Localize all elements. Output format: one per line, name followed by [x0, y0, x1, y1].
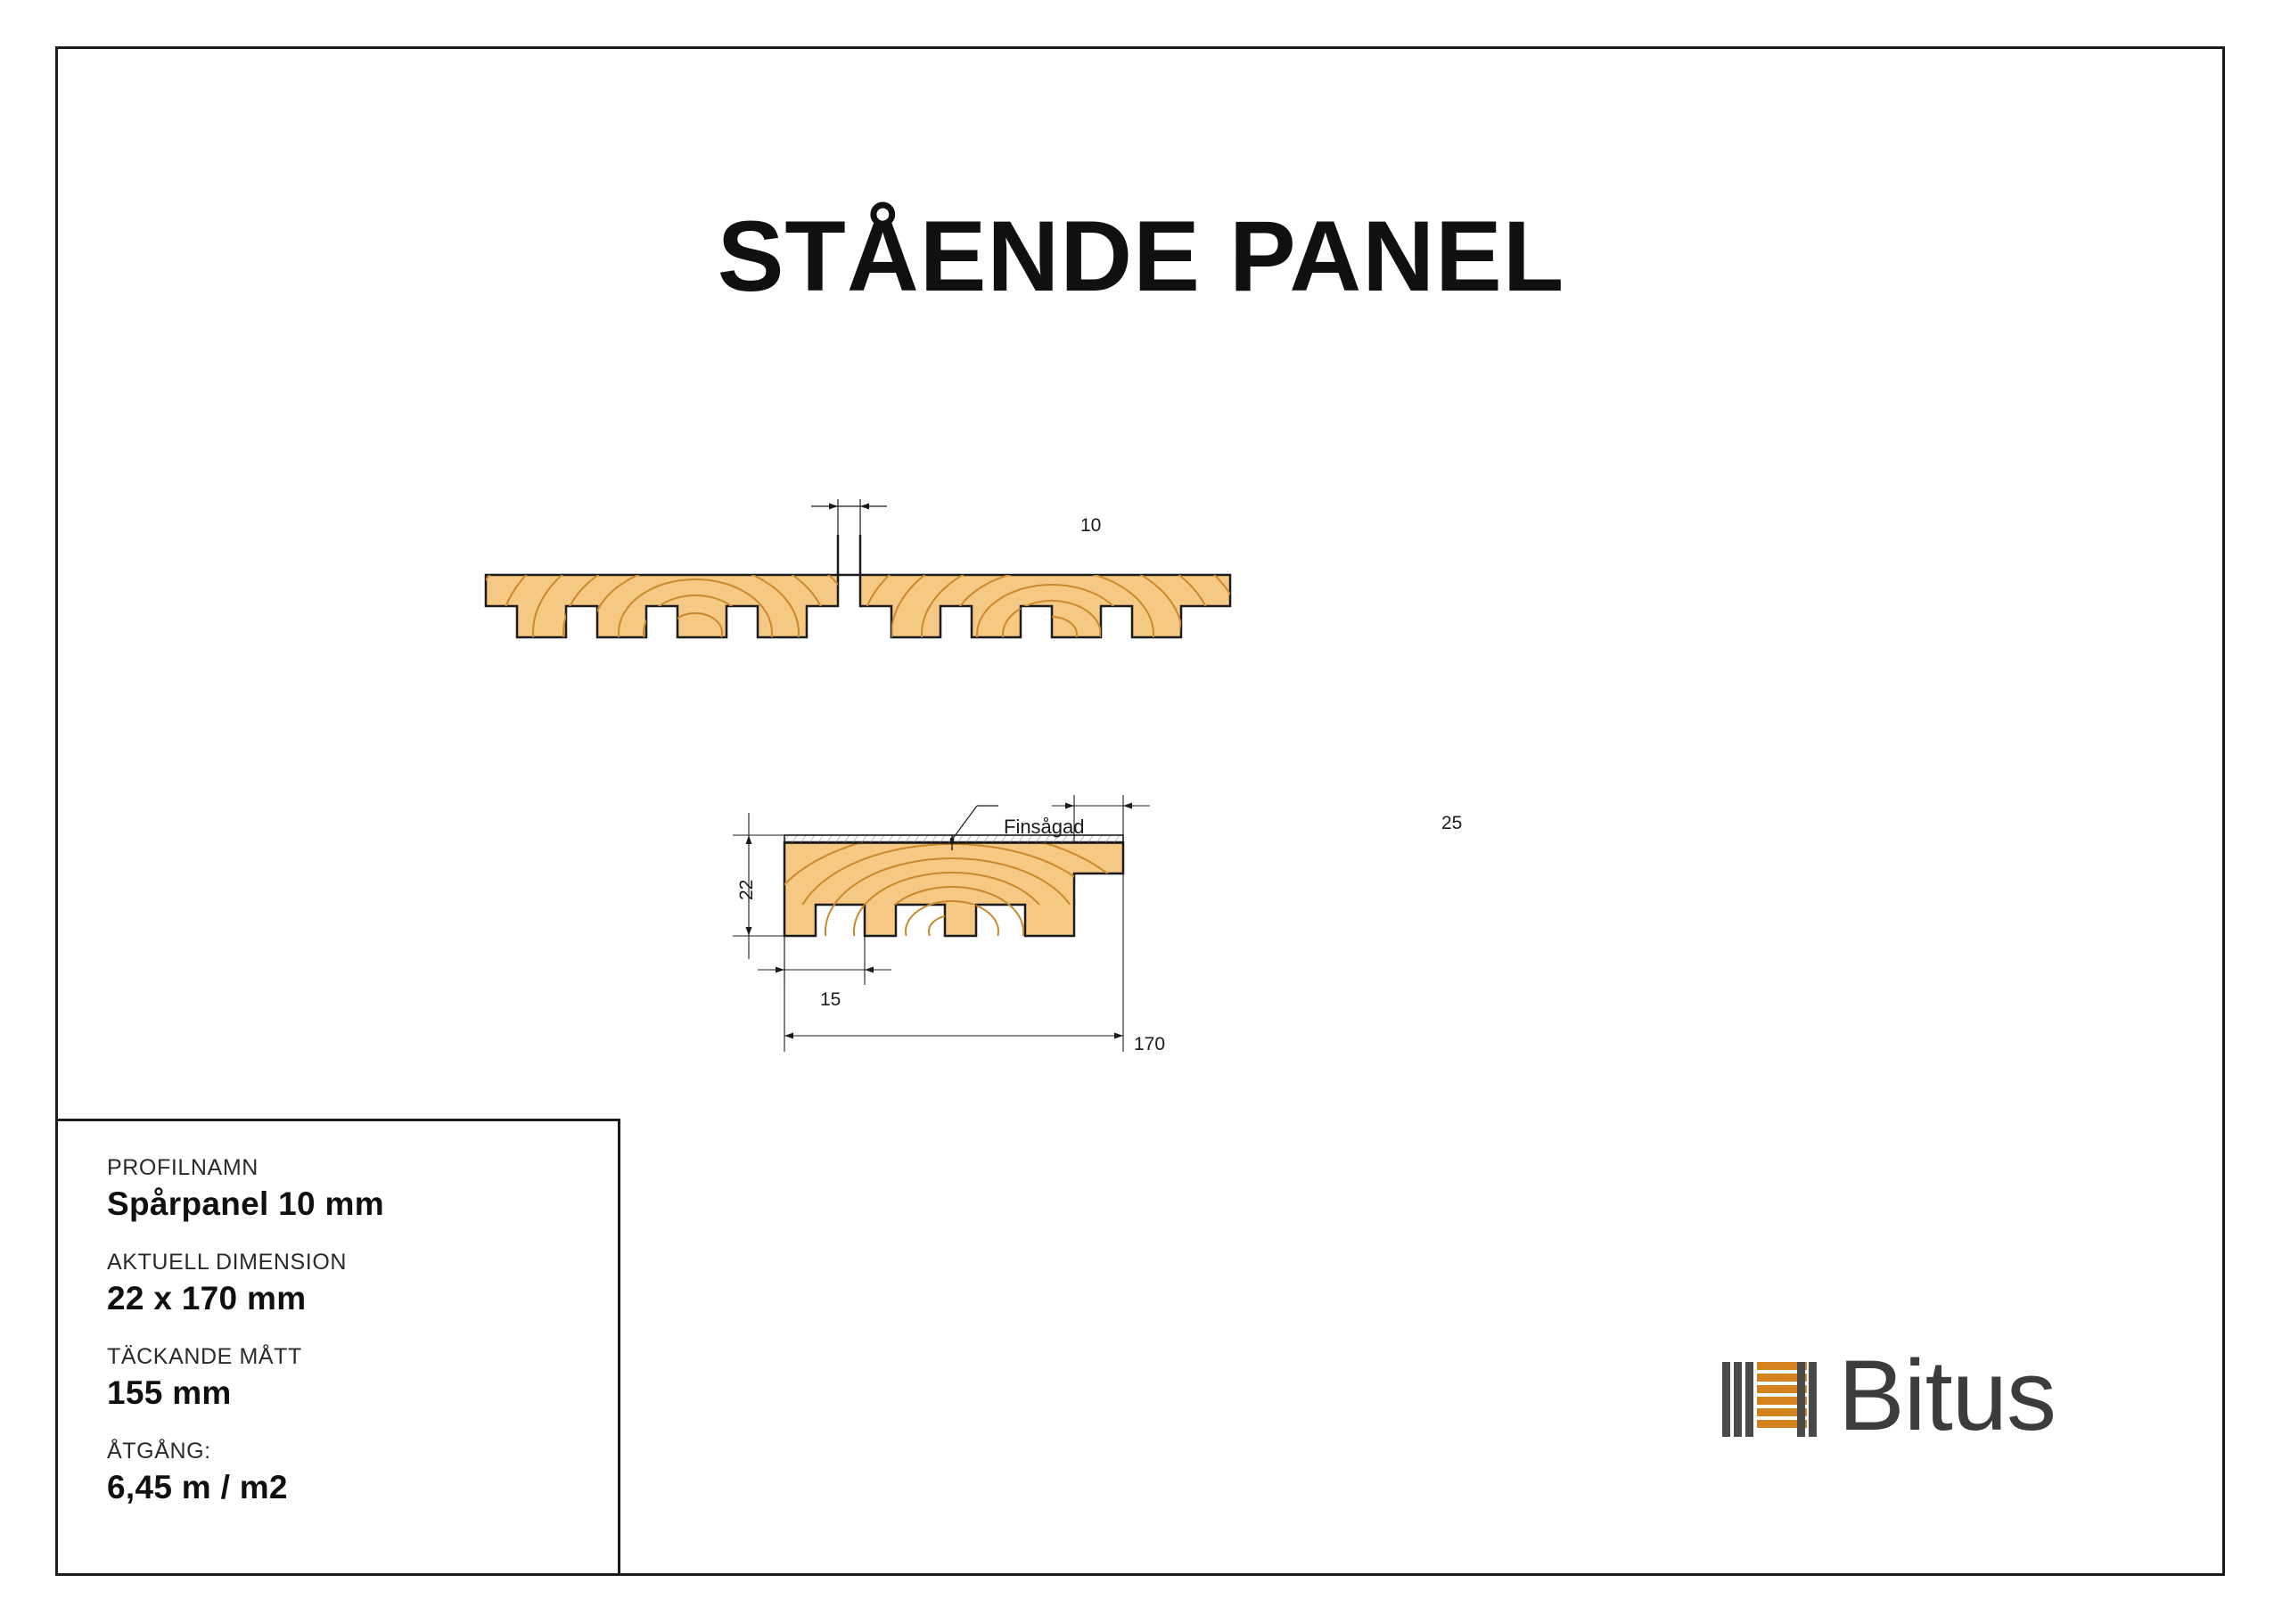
page-title: STÅENDE PANEL	[717, 201, 1565, 312]
bitus-logo	[1720, 1340, 2056, 1451]
covering-label: TÄCKANDE MÅTT	[107, 1344, 302, 1369]
dimension-label: AKTUELL DIMENSION	[107, 1250, 348, 1275]
profile-name-label: PROFILNAMN	[107, 1155, 259, 1180]
top-view-drawing	[428, 499, 1854, 695]
covering-value: 155 mm	[107, 1374, 232, 1411]
label-finsagad: Finsågad	[1004, 816, 1085, 838]
info-block	[55, 1119, 620, 1576]
dim-groove-width: 10	[1080, 515, 1102, 536]
dimension-value: 22 x 170 mm	[107, 1280, 307, 1316]
dim-tongue-length: 15	[820, 989, 841, 1010]
dim-thickness: 22	[736, 879, 757, 900]
consumption-value: 6,45 m / m2	[107, 1469, 288, 1505]
consumption-label: ÅTGÅNG:	[107, 1439, 211, 1464]
bitus-logo-text: Bitus	[1838, 1340, 2056, 1451]
section-view-drawing	[713, 793, 1605, 1114]
dim-total-width: 170	[1134, 1034, 1166, 1054]
profile-name-value: Spårpanel 10 mm	[107, 1185, 384, 1222]
bitus-logo-mark-icon	[1720, 1346, 1826, 1446]
dim-overlap: 25	[1441, 813, 1463, 833]
